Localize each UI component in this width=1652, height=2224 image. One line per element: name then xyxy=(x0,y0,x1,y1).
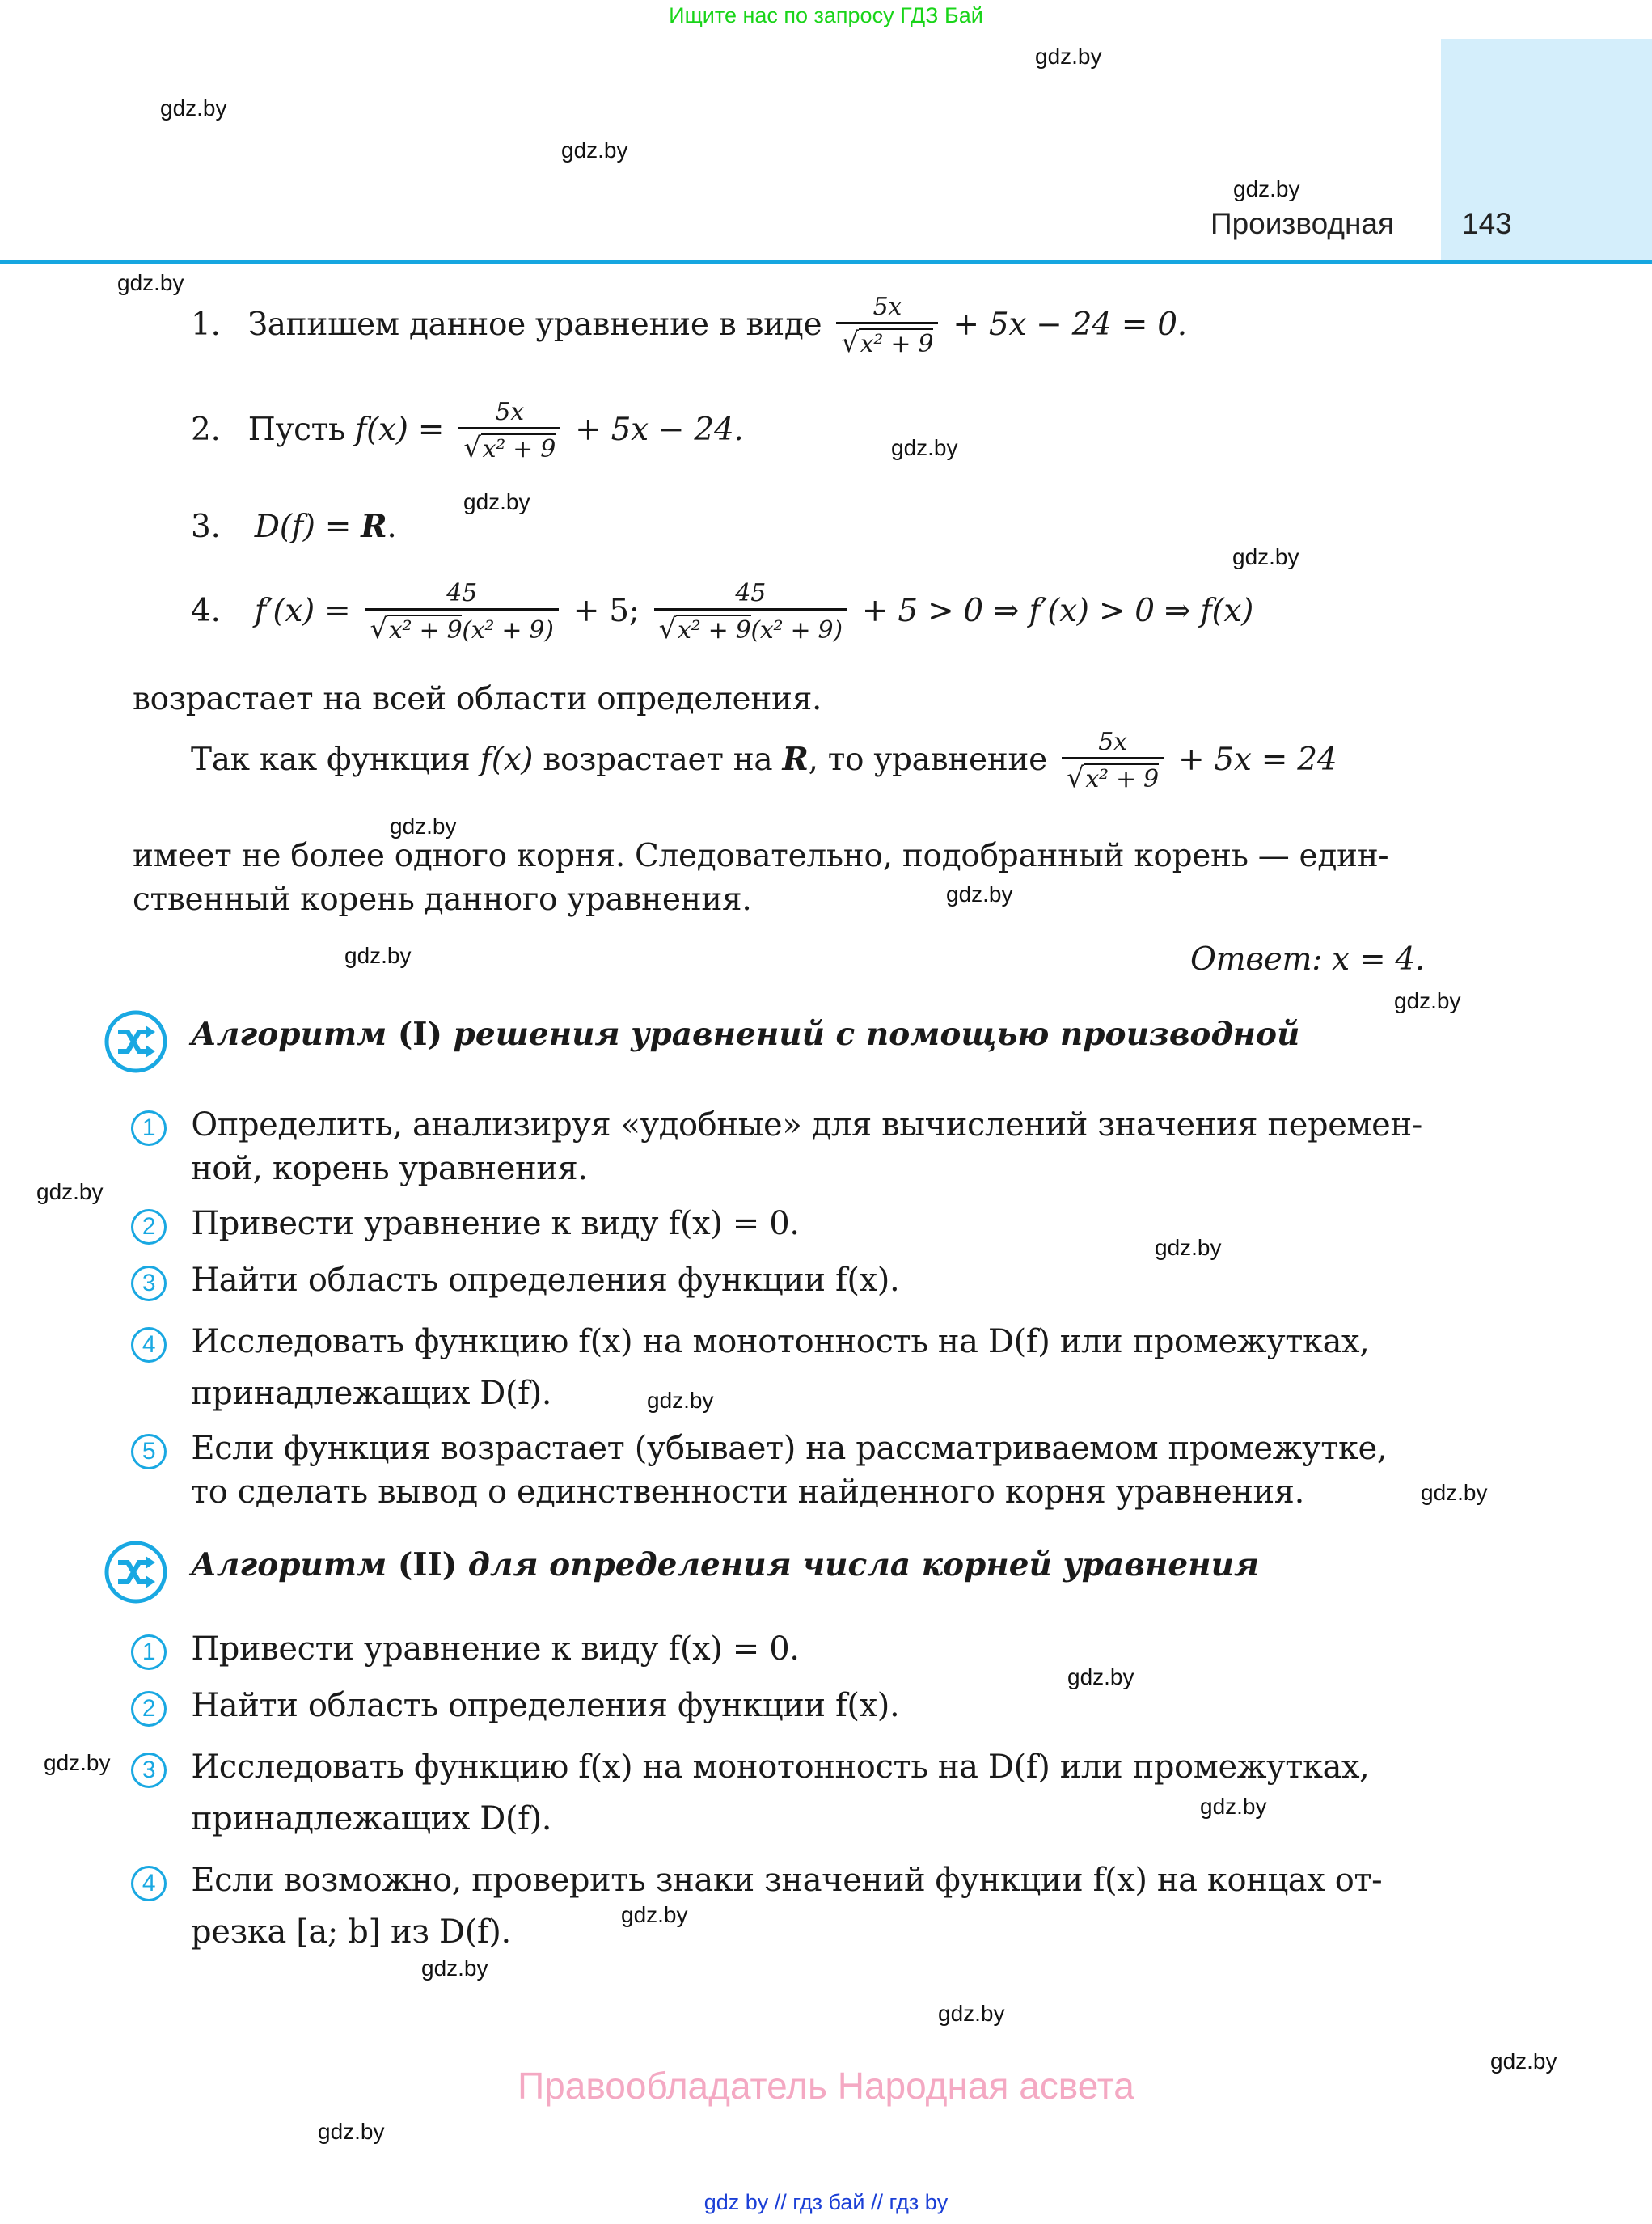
conclusion-line-3: ственный корень данного уравнения. xyxy=(133,882,752,918)
step-number: 1. xyxy=(191,306,221,343)
step-number: 4. xyxy=(191,592,221,629)
algorithm-2-item-4 xyxy=(131,1862,1382,1901)
conclusion-line-2: имеет не более одного корня. Следовательно, подобранный корень — един- xyxy=(133,838,1389,874)
watermark: gdz.by xyxy=(463,489,530,514)
top-banner: Ищите нас по запросу ГДЗ Бай xyxy=(669,3,983,27)
continuation-text: возрастает на всей области определения. xyxy=(133,681,822,717)
circled-number-1: 1 xyxy=(131,1110,167,1146)
watermark: gdz.by xyxy=(891,435,958,460)
equation-tail: + 5x = 24 xyxy=(1177,741,1337,778)
fraction-denominator xyxy=(365,611,559,647)
reals-symbol: R xyxy=(361,508,387,545)
watermark: gdz.by xyxy=(390,814,457,839)
answer xyxy=(1190,941,1425,978)
running-title: Производная xyxy=(1210,207,1395,240)
watermark: gdz.by xyxy=(621,1902,688,1927)
algorithm-1-item-3 xyxy=(131,1262,899,1301)
sqrt-icon: √ xyxy=(658,613,677,645)
shuffle-icon xyxy=(104,1540,168,1605)
item-text: Исследовать функцию f(x) на монотонность на D(f) или промежутках, xyxy=(191,1748,1370,1786)
algorithm-1-item-4 xyxy=(131,1323,1370,1363)
para-text: возрастает на xyxy=(543,741,773,778)
step-tail: + 5 > 0 ⇒ f′(x) > 0 ⇒ f(x) xyxy=(861,592,1254,629)
radicand: x² + 9 xyxy=(482,435,556,463)
title-word: Алгоритм xyxy=(191,1546,387,1583)
step-tail: + 5x − 24 = 0. xyxy=(953,306,1187,343)
step-number: 3. xyxy=(191,509,221,545)
item-text: Определить, анализируя «удобные» для вычислений значения перемен- xyxy=(191,1106,1422,1144)
paren-factor: (x² + 9) xyxy=(462,616,554,645)
function-lhs: f(x) = xyxy=(354,411,445,448)
radicand: x² + 9 xyxy=(388,616,463,645)
item-text: Если возможно, проверить знаки значений функции f(x) на концах от- xyxy=(191,1862,1383,1899)
watermark: gdz.by xyxy=(1155,1235,1222,1260)
watermark: gdz.by xyxy=(1421,1480,1488,1505)
watermark: gdz.by xyxy=(344,943,412,968)
domain-expr: D(f) = xyxy=(254,509,361,545)
fraction xyxy=(1062,728,1164,796)
radicand: x² + 9 xyxy=(860,330,934,358)
algorithm-1-item-2 xyxy=(131,1205,800,1245)
radicand: x² + 9 xyxy=(678,616,751,645)
algorithm-2-item-3-cont: принадлежащих D(f). xyxy=(191,1800,552,1837)
fraction-denominator xyxy=(458,429,560,466)
item-text: Найти область определения функции f(x). xyxy=(191,1687,900,1724)
circled-number-4: 4 xyxy=(131,1327,167,1363)
title-number: (II) xyxy=(397,1546,458,1583)
watermark: gdz.by xyxy=(1067,1664,1134,1689)
watermark: gdz.by xyxy=(938,2001,1005,2026)
title-text: для определения числа корней уравнения xyxy=(467,1546,1259,1583)
answer-label: Ответ xyxy=(1190,941,1312,978)
fraction-numerator: 5x xyxy=(1062,728,1164,759)
watermark: gdz.by xyxy=(1232,544,1299,569)
fraction-denominator xyxy=(836,324,938,361)
title-word: Алгоритм xyxy=(191,1016,387,1053)
step-tail: + 5x − 24. xyxy=(575,411,744,448)
watermark: gdz.by xyxy=(1233,176,1300,201)
title-text: решения уравнений с помощью производной xyxy=(453,1016,1300,1053)
watermark: gdz.by xyxy=(117,270,184,295)
algorithm-2-title xyxy=(191,1546,1259,1583)
fraction-numerator: 5x xyxy=(458,398,560,429)
algorithm-1-item-1 xyxy=(131,1106,1422,1146)
sqrt-icon: √ xyxy=(841,327,859,359)
circled-number-4: 4 xyxy=(131,1866,167,1901)
step-text: Запишем данное уравнение в виде xyxy=(247,306,822,343)
item-text: Найти область определения функции f(x). xyxy=(191,1262,900,1299)
fraction-denominator xyxy=(654,611,847,647)
circled-number-3: 3 xyxy=(131,1753,167,1788)
footer-links[interactable]: gdz by // гдз бай // гдз by xyxy=(703,2190,949,2214)
fraction xyxy=(836,293,938,361)
circled-number-5: 5 xyxy=(131,1434,167,1469)
header-divider xyxy=(0,260,1652,264)
fraction-numerator: 45 xyxy=(654,579,847,611)
para-text: Так как функция xyxy=(191,741,471,778)
page-number: 143 xyxy=(1462,207,1512,240)
circled-number-1: 1 xyxy=(131,1634,167,1670)
solution-step-4 xyxy=(191,579,1253,647)
fraction-denominator xyxy=(1062,759,1164,796)
copyright-notice: Правообладатель Народная асвета xyxy=(518,2065,1134,2107)
watermark: gdz.by xyxy=(1035,44,1102,69)
paren-factor: (x² + 9) xyxy=(750,616,843,645)
algorithm-2-item-2 xyxy=(131,1687,899,1727)
fraction xyxy=(654,579,847,647)
shuffle-icon xyxy=(104,1009,168,1074)
watermark: gdz.by xyxy=(318,2119,385,2144)
title-number: (I) xyxy=(397,1016,442,1053)
item-text: Исследовать функцию f(x) на монотонность на D(f) или промежутках, xyxy=(191,1323,1370,1360)
sqrt-icon: √ xyxy=(463,432,481,464)
solution-step-2 xyxy=(191,398,744,466)
algorithm-1-item-4-cont: принадлежащих D(f). xyxy=(191,1375,552,1412)
step-number: 2. xyxy=(191,411,221,448)
watermark: gdz.by xyxy=(647,1388,714,1413)
algorithm-2-item-1 xyxy=(131,1630,800,1670)
derivative-lhs: f′(x) = xyxy=(254,592,351,629)
solution-step-1 xyxy=(191,293,1187,361)
circled-number-2: 2 xyxy=(131,1209,167,1245)
fraction-numerator: 45 xyxy=(365,579,559,611)
step-text: Пусть xyxy=(247,411,345,448)
watermark: gdz.by xyxy=(1394,988,1461,1013)
step-tail: . xyxy=(387,509,397,545)
item-text: Привести уравнение к виду f(x) = 0. xyxy=(191,1205,800,1242)
radicand: x² + 9 xyxy=(1085,765,1159,793)
watermark: gdz.by xyxy=(421,1956,488,1981)
function-symbol: f(x) xyxy=(480,741,534,778)
item-text: Привести уравнение к виду f(x) = 0. xyxy=(191,1630,800,1668)
fraction xyxy=(458,398,560,466)
reals-symbol: R xyxy=(782,740,809,778)
sqrt-icon: √ xyxy=(370,613,387,645)
watermark: gdz.by xyxy=(160,95,227,121)
fraction-numerator: 5x xyxy=(836,293,938,324)
circled-number-2: 2 xyxy=(131,1691,167,1727)
watermark: gdz.by xyxy=(1200,1794,1267,1819)
algorithm-1-item-5 xyxy=(131,1430,1387,1469)
step-mid: + 5; xyxy=(572,592,640,629)
answer-value: : x = 4. xyxy=(1312,941,1426,978)
sqrt-icon: √ xyxy=(1067,762,1084,794)
algorithm-2-item-4-cont: резка [a; b] из D(f). xyxy=(191,1913,511,1951)
fraction xyxy=(365,579,559,647)
watermark: gdz.by xyxy=(946,882,1013,907)
para-text: , то уравнение xyxy=(808,741,1047,778)
algorithm-1-item-1-cont: ной, корень уравнения. xyxy=(191,1150,588,1187)
watermark: gdz.by xyxy=(561,137,628,163)
algorithm-1-title xyxy=(191,1016,1299,1053)
watermark: gdz.by xyxy=(1490,2049,1557,2074)
algorithm-1-item-5-cont: то сделать вывод о единственности найденного корня уравнения. xyxy=(191,1474,1304,1511)
algorithm-2-item-3 xyxy=(131,1748,1370,1788)
solution-step-3 xyxy=(191,508,396,545)
item-text: Если функция возрастает (убывает) на рассматриваемом промежутке, xyxy=(191,1430,1388,1467)
watermark: gdz.by xyxy=(44,1750,111,1775)
conclusion-paragraph xyxy=(191,728,1337,796)
watermark: gdz.by xyxy=(36,1179,104,1204)
circled-number-3: 3 xyxy=(131,1266,167,1301)
